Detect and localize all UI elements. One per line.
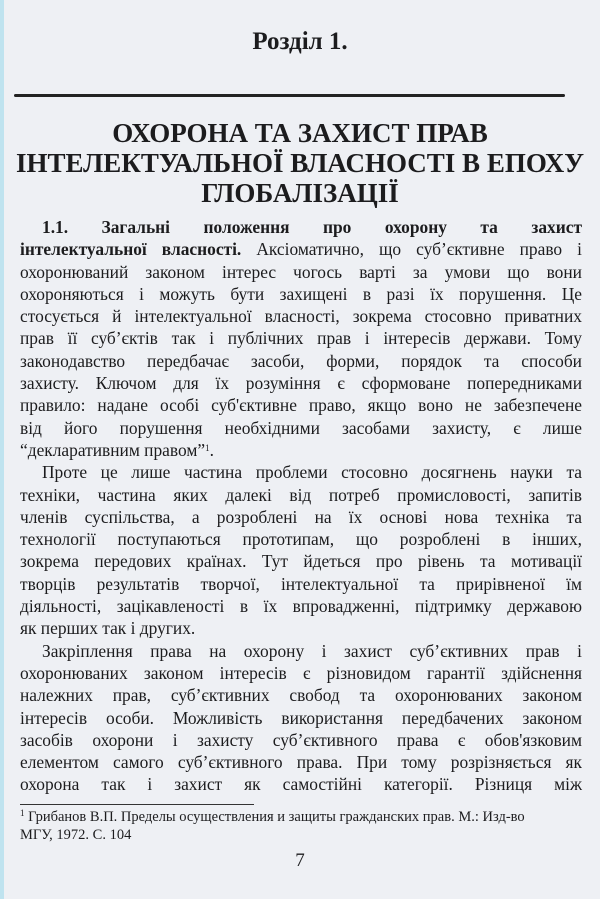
- heading-line: ІНТЕЛЕКТУАЛЬНОЇ ВЛАСНОСТІ В ЕПОХУ: [15, 148, 585, 178]
- text-line: охороняються і можуть бути захищені в разі їх порушення. Це: [20, 283, 582, 304]
- subsection-title-line: 1.1. Загальні положення про охорону та захист: [42, 217, 582, 237]
- text-line: інтелектуальної власності. Аксіоматично, що суб’єктивне право і: [20, 239, 583, 260]
- text-line: зокрема передових країнах. Тут йдеться про рівень та мотивації: [20, 551, 582, 572]
- text-line: творців результатів творчої, інтелектуальної та прирівненої їм: [20, 573, 582, 594]
- text-line: стосується й інтелектуальної власності, зокрема стосовно приватних: [20, 306, 582, 327]
- text-line: охоронюваний законом інтерес чогось варті за умови що вони: [20, 261, 582, 282]
- text-line: правило: надане особі суб'єктивне право, якщо воно не забезпечене: [20, 395, 582, 416]
- text-line: як перших так і других.: [20, 618, 196, 639]
- subsection-title-end: інтелектуальної власності.: [20, 239, 242, 260]
- text-line: від його порушення необхідними засобами захисту, є лише: [20, 417, 582, 438]
- text-line: належних прав, суб’єктивних свобод та охоронюваних законом: [20, 685, 582, 706]
- text-line: охорона так і захист як самостійні категорії. Різниця між: [20, 774, 582, 795]
- text-line: охоронюваних законом інтересів є різновидом гарантії здійснення: [20, 662, 582, 683]
- text-line: “декларативним правом”$^1$.: [20, 439, 214, 460]
- chapter-title: Розділ 1.: [252, 28, 348, 55]
- text-line: інтересів особи. Можливість використання передбачених законом: [20, 707, 582, 728]
- chapter-rule: [14, 94, 565, 97]
- text-line: діяльності, зацікавленості в їх впровадженні, підтримку державою: [20, 596, 582, 617]
- footnote-separator: [20, 804, 254, 805]
- page-number: 7: [295, 850, 305, 871]
- section-heading: [0, 118, 600, 208]
- text-line: Закріплення права на охорону і захист суб’єктивних прав і: [42, 640, 582, 661]
- text-line: технології поступаються прототипам, що розроблені в інших,: [20, 529, 582, 550]
- heading-line: ОХОРОНА ТА ЗАХИСТ ПРАВ: [112, 118, 488, 148]
- text-line: законодавство передбачає засоби, форми, порядок та способи: [20, 350, 582, 371]
- text-line: засобів охорони і захисту суб’єктивного права є обов'язковим: [20, 729, 582, 750]
- text-line: техніки, частина яких далекі від потреб промисловості, запитів: [20, 484, 582, 505]
- heading-line: ГЛОБАЛІЗАЦІЇ: [201, 178, 399, 208]
- text-line: Проте це лише частина проблеми стосовно досягнень науки та: [42, 462, 582, 483]
- footnote-number: 1: [20, 808, 25, 818]
- body-text: [20, 216, 582, 796]
- text-line: членів суспільства, а розроблені на їх основі нова техніка та: [20, 506, 582, 527]
- text-line: прав її суб’єктів так і публічних прав і інтересів держави. Тому: [20, 328, 582, 349]
- footnote-reference[interactable]: 1: [205, 442, 210, 453]
- footnote: [20, 808, 582, 844]
- footnote-line: МГУ, 1972. С. 104: [20, 827, 132, 843]
- text-line: захисту. Ключом для їх розуміння є сформоване попередниками: [20, 373, 582, 394]
- text-line: елементом самого суб’єктивного права. При тому розрізняється як: [20, 752, 582, 773]
- footnote-line: $^1$ Грибанов В.П. Пределы осуществления и защиты гражданских прав. М.: Изд-во: [20, 808, 525, 825]
